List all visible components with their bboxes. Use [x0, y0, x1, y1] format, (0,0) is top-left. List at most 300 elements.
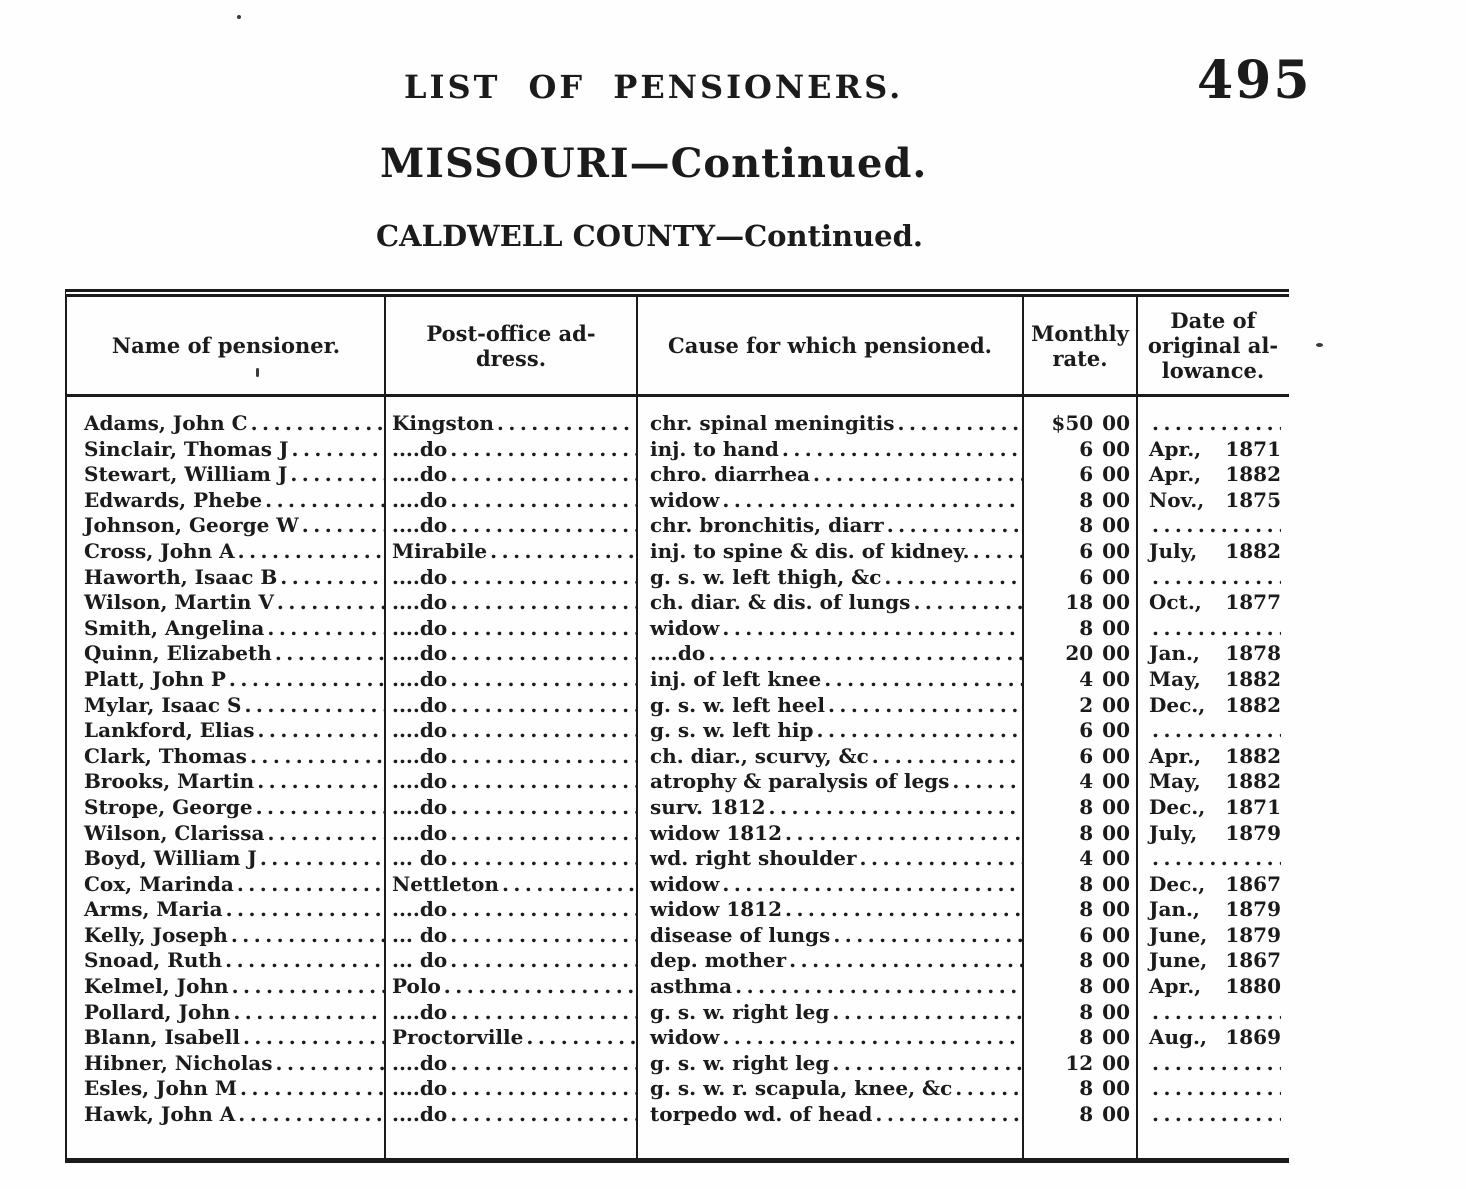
- table-row: [67, 1051, 1289, 1077]
- post-office-address: ....do: [392, 513, 448, 538]
- rate-cents: 00: [1102, 411, 1130, 435]
- post-office-address-cell: [385, 974, 637, 1000]
- dot-leader: [230, 1000, 385, 1026]
- allowance-month: Aug.,: [1149, 1025, 1207, 1050]
- state-heading: MISSOURI—Continued.: [380, 140, 928, 187]
- post-office-address: ....do: [392, 1050, 448, 1075]
- column-divider: [1136, 297, 1138, 1158]
- dot-leader: [289, 437, 386, 463]
- monthly-rate-cell: [1023, 616, 1137, 642]
- column-header-line: Post-office ad-: [426, 320, 596, 346]
- dot-leader: [441, 974, 637, 1000]
- table-row: [67, 795, 1289, 821]
- post-office-address: ....do: [392, 692, 448, 717]
- rate-dollars: 4: [1079, 846, 1094, 871]
- post-office-address-cell: [385, 411, 637, 437]
- allowance-date-cell: [1137, 846, 1289, 872]
- dot-leader: [1149, 846, 1281, 872]
- pension-cause: inj. to spine & dis. of kidney.: [650, 538, 970, 563]
- post-office-address-cell: [385, 667, 637, 693]
- post-office-address-cell: [385, 821, 637, 847]
- pension-cause: widow: [650, 487, 720, 512]
- pensioner-name-cell: [67, 821, 385, 847]
- rate-cents: 00: [1102, 897, 1130, 922]
- monthly-rate-cell: [1023, 1076, 1137, 1102]
- pension-cause-cell: [637, 795, 1023, 821]
- dot-leader: [719, 1025, 1023, 1051]
- pension-cause-cell: [637, 897, 1023, 923]
- post-office-address: ....do: [392, 590, 448, 615]
- post-office-address: Proctorville: [392, 1025, 524, 1050]
- column-header-line: Cause for which pensioned.: [668, 333, 992, 358]
- dot-leader: [447, 846, 637, 872]
- pensioner-name: Kelly, Joseph: [84, 922, 228, 947]
- rate-cents: 00: [1102, 487, 1130, 512]
- dot-leader: [857, 846, 1023, 872]
- post-office-address: Mirabile: [392, 538, 488, 563]
- pensioner-name: Wilson, Clarissa: [84, 820, 265, 845]
- dot-leader: [732, 974, 1023, 1000]
- pension-cause: atrophy & paralysis of legs: [650, 769, 950, 794]
- rate-cents: 00: [1102, 769, 1130, 794]
- allowance-date-cell: [1137, 667, 1289, 693]
- column-header-line: Name of pensioner.: [111, 333, 341, 358]
- allowance-month: Apr.,: [1149, 743, 1202, 768]
- dot-leader: [447, 590, 637, 616]
- dot-leader: [779, 437, 1023, 463]
- post-office-address: ... do: [392, 948, 448, 973]
- post-office-address: Polo: [392, 974, 441, 999]
- pensioner-name: Wilson, Martin V: [84, 590, 274, 615]
- monthly-rate-cell: [1023, 590, 1137, 616]
- allowance-month: Apr.,: [1149, 974, 1202, 999]
- rate-dollars: 4: [1079, 769, 1094, 794]
- county-heading: CALDWELL COUNTY—Continued.: [376, 219, 924, 253]
- table-row: [67, 513, 1289, 539]
- post-office-address: ....do: [392, 1102, 448, 1127]
- post-office-address-cell: [385, 897, 637, 923]
- post-office-address-cell: [385, 744, 637, 770]
- allowance-date-cell: [1137, 718, 1289, 744]
- table-row: [67, 846, 1289, 872]
- post-office-address-cell: [385, 641, 637, 667]
- allowance-date-cell: [1137, 872, 1289, 898]
- pension-cause: g. s. w. r. scapula, knee, &c: [650, 1076, 953, 1101]
- dot-leader: [447, 897, 637, 923]
- pensioner-name: Kelmel, John: [84, 974, 229, 999]
- pension-cause-cell: [637, 590, 1023, 616]
- table-row: [67, 897, 1289, 923]
- dot-leader: [949, 769, 1023, 795]
- post-office-address-cell: [385, 948, 637, 974]
- post-office-address-cell: [385, 488, 637, 514]
- rate-dollars: 12: [1065, 1050, 1094, 1075]
- dot-leader: [447, 693, 637, 719]
- rate-dollars: 20: [1065, 641, 1094, 666]
- pension-cause: dep. mother: [650, 948, 787, 973]
- rate-dollars: 8: [1079, 1076, 1094, 1101]
- allowance-date-cell: [1137, 590, 1289, 616]
- pension-cause: g. s. w. left thigh, &c: [650, 564, 882, 589]
- rate-dollars: 8: [1079, 487, 1094, 512]
- allowance-date-cell: [1137, 897, 1289, 923]
- pensioner-name: Quinn, Elizabeth: [84, 641, 272, 666]
- dot-leader: [241, 693, 385, 719]
- post-office-address: ....do: [392, 769, 448, 794]
- pension-cause: inj. of left knee: [650, 666, 822, 691]
- post-office-address-cell: [385, 769, 637, 795]
- dot-leader: [447, 1102, 637, 1128]
- rate-cents: 00: [1102, 1025, 1130, 1050]
- table-row: [67, 1102, 1289, 1128]
- pension-cause: asthma: [650, 974, 733, 999]
- pension-cause: g. s. w. right leg: [650, 999, 830, 1024]
- pensioner-name-cell: [67, 488, 385, 514]
- rate-cents: 00: [1102, 974, 1130, 999]
- pensioner-name-cell: [67, 1076, 385, 1102]
- rate-dollars: 6: [1079, 718, 1094, 743]
- allowance-date-cell: [1137, 462, 1289, 488]
- dot-leader: [235, 1102, 385, 1128]
- rate-cents: 00: [1102, 999, 1130, 1024]
- pension-cause: ch. diar. & dis. of lungs: [650, 590, 911, 615]
- pensioner-name-cell: [67, 846, 385, 872]
- pensioner-name-cell: [67, 948, 385, 974]
- allowance-date-cell: [1137, 411, 1289, 437]
- allowance-year: 1882: [1225, 692, 1281, 717]
- dot-leader: [264, 821, 385, 847]
- pension-cause: widow: [650, 871, 720, 896]
- dot-leader: [872, 1102, 1023, 1128]
- pensioner-name-cell: [67, 667, 385, 693]
- post-office-address: ... do: [392, 846, 448, 871]
- table-row: [67, 539, 1289, 565]
- monthly-rate-cell: [1023, 744, 1137, 770]
- rate-cents: 00: [1102, 692, 1130, 717]
- pensioner-name-cell: [67, 590, 385, 616]
- pensioner-name: Hawk, John A: [84, 1102, 236, 1127]
- pensioner-name-cell: [67, 565, 385, 591]
- pensioner-name: Blann, Isabell: [84, 1025, 240, 1050]
- dot-leader: [264, 616, 385, 642]
- allowance-date-cell: [1137, 795, 1289, 821]
- post-office-address-cell: [385, 1000, 637, 1026]
- monthly-rate-cell: [1023, 821, 1137, 847]
- dot-leader: [895, 411, 1024, 437]
- table-row: [67, 437, 1289, 463]
- post-office-address: ....do: [392, 436, 448, 461]
- dot-leader: [248, 411, 385, 437]
- allowance-month: Jan.,: [1149, 641, 1200, 666]
- dot-leader: [447, 744, 637, 770]
- pensioner-name: Brooks, Martin: [84, 769, 255, 794]
- pension-cause: g. s. w. left heel: [650, 692, 825, 717]
- dot-leader: [237, 1076, 385, 1102]
- post-office-address-cell: [385, 923, 637, 949]
- column-header-monthly-rate: [1023, 297, 1137, 394]
- pension-table: [65, 289, 1289, 1163]
- allowance-year: 1867: [1225, 871, 1281, 896]
- pensioner-name: Esles, John M: [84, 1076, 237, 1101]
- dot-leader: [810, 462, 1023, 488]
- table-row: [67, 411, 1289, 437]
- pensioner-name-cell: [67, 411, 385, 437]
- rate-dollars: 8: [1079, 999, 1094, 1024]
- dot-leader: [830, 923, 1023, 949]
- dot-leader: [229, 974, 385, 1000]
- dot-leader: [223, 897, 385, 923]
- allowance-month: Jan.,: [1149, 897, 1200, 922]
- allowance-date-cell: [1137, 1102, 1289, 1128]
- dot-leader: [786, 948, 1023, 974]
- dot-leader: [825, 693, 1023, 719]
- allowance-date-cell: [1137, 616, 1289, 642]
- rate-dollars: $50: [1051, 411, 1094, 435]
- allowance-year: 1869: [1225, 1025, 1281, 1050]
- table-row: [67, 667, 1289, 693]
- post-office-address-cell: [385, 718, 637, 744]
- table-row: [67, 872, 1289, 898]
- column-header-cause: [637, 297, 1023, 394]
- dot-leader: [274, 590, 385, 616]
- monthly-rate-cell: [1023, 974, 1137, 1000]
- post-office-address-cell: [385, 513, 637, 539]
- dot-leader: [719, 616, 1023, 642]
- dot-leader: [226, 667, 385, 693]
- monthly-rate-cell: [1023, 641, 1137, 667]
- dot-leader: [228, 923, 385, 949]
- rate-cents: 00: [1102, 436, 1130, 461]
- dot-leader: [235, 539, 385, 565]
- pensioner-name-cell: [67, 437, 385, 463]
- post-office-address-cell: [385, 437, 637, 463]
- allowance-year: 1882: [1225, 769, 1281, 794]
- table-row: [67, 718, 1289, 744]
- rate-cents: 00: [1102, 462, 1130, 487]
- allowance-year: 1882: [1225, 743, 1281, 768]
- allowance-year: 1880: [1225, 974, 1281, 999]
- monthly-rate-cell: [1023, 846, 1137, 872]
- allowance-year: 1879: [1225, 897, 1281, 922]
- allowance-date-cell: [1137, 948, 1289, 974]
- pension-cause: inj. to hand: [650, 436, 779, 461]
- dot-leader: [487, 539, 637, 565]
- pensioner-name-cell: [67, 616, 385, 642]
- post-office-address-cell: [385, 1051, 637, 1077]
- rate-cents: 00: [1102, 666, 1130, 691]
- column-header-line: Monthly: [1031, 320, 1129, 346]
- monthly-rate-cell: [1023, 513, 1137, 539]
- dot-leader: [447, 821, 637, 847]
- post-office-address: ....do: [392, 897, 448, 922]
- table-row: [67, 616, 1289, 642]
- rate-cents: 00: [1102, 820, 1130, 845]
- allowance-year: 1882: [1225, 462, 1281, 487]
- table-row: [67, 1025, 1289, 1051]
- rate-cents: 00: [1102, 641, 1130, 666]
- pension-cause-cell: [637, 437, 1023, 463]
- table-row: [67, 462, 1289, 488]
- allowance-date-cell: [1137, 1051, 1289, 1077]
- table-row: [67, 744, 1289, 770]
- pensioner-name-cell: [67, 513, 385, 539]
- pension-cause: disease of lungs: [650, 922, 831, 947]
- rate-dollars: 2: [1079, 692, 1094, 717]
- rate-dollars: 8: [1079, 974, 1094, 999]
- dot-leader: [447, 1076, 637, 1102]
- monthly-rate-cell: [1023, 795, 1137, 821]
- dot-leader: [884, 513, 1023, 539]
- allowance-year: 1875: [1225, 487, 1281, 512]
- rate-dollars: 18: [1065, 590, 1094, 615]
- pension-cause-cell: [637, 1000, 1023, 1026]
- dot-leader: [970, 539, 1023, 565]
- column-divider: [1022, 297, 1024, 1158]
- monthly-rate-cell: [1023, 897, 1137, 923]
- rate-dollars: 4: [1079, 666, 1094, 691]
- rate-cents: 00: [1102, 1050, 1130, 1075]
- monthly-rate-cell: [1023, 667, 1137, 693]
- dot-leader: [447, 948, 637, 974]
- column-header-line: dress.: [475, 345, 547, 371]
- post-office-address-cell: [385, 1076, 637, 1102]
- pension-cause-cell: [637, 1076, 1023, 1102]
- pension-cause-cell: [637, 565, 1023, 591]
- allowance-month: June,: [1149, 948, 1208, 973]
- scan-speck: [1316, 343, 1323, 347]
- allowance-date-cell: [1137, 1025, 1289, 1051]
- dot-leader: [494, 411, 637, 437]
- pension-cause-cell: [637, 488, 1023, 514]
- pension-cause: widow: [650, 615, 720, 640]
- table-row: [67, 488, 1289, 514]
- pensioner-name-cell: [67, 923, 385, 949]
- post-office-address: ....do: [392, 666, 448, 691]
- pension-cause-cell: [637, 513, 1023, 539]
- pensioner-name: Stewart, William J: [84, 462, 288, 487]
- dot-leader: [447, 769, 637, 795]
- pension-cause-cell: [637, 462, 1023, 488]
- allowance-year: 1878: [1225, 641, 1281, 666]
- pension-cause: surv. 1812: [650, 794, 766, 819]
- pension-cause: wd. right shoulder: [650, 846, 857, 871]
- pension-cause: torpedo wd. of head: [650, 1102, 873, 1127]
- pensioner-name: Platt, John P: [84, 666, 226, 691]
- pensioner-name: Haworth, Isaac B: [84, 564, 278, 589]
- pensioner-name: Cross, John A: [84, 538, 235, 563]
- monthly-rate-cell: [1023, 1000, 1137, 1026]
- pensioner-name-cell: [67, 718, 385, 744]
- pension-cause-cell: [637, 641, 1023, 667]
- monthly-rate-cell: [1023, 462, 1137, 488]
- post-office-address-cell: [385, 693, 637, 719]
- allowance-date-cell: [1137, 769, 1289, 795]
- table-row: [67, 948, 1289, 974]
- pensioner-name-cell: [67, 693, 385, 719]
- table-body: [67, 397, 1289, 1128]
- post-office-address: ....do: [392, 718, 448, 743]
- rate-cents: 00: [1102, 718, 1130, 743]
- monthly-rate-cell: [1023, 539, 1137, 565]
- table-row: [67, 1076, 1289, 1102]
- dot-leader: [523, 1025, 637, 1051]
- allowance-date-cell: [1137, 693, 1289, 719]
- dot-leader: [821, 667, 1023, 693]
- monthly-rate-cell: [1023, 488, 1137, 514]
- pension-cause-cell: [637, 1102, 1023, 1128]
- dot-leader: [447, 1000, 637, 1026]
- allowance-year: 1879: [1225, 820, 1281, 845]
- dot-leader: [782, 897, 1023, 923]
- dot-leader: [952, 1076, 1023, 1102]
- table-row: [67, 565, 1289, 591]
- post-office-address: ....do: [392, 564, 448, 589]
- dot-leader: [447, 795, 637, 821]
- dot-leader: [813, 718, 1023, 744]
- dot-leader: [272, 641, 385, 667]
- monthly-rate-cell: [1023, 565, 1137, 591]
- table-row: [67, 923, 1289, 949]
- pensioner-name: Sinclair, Thomas J: [84, 436, 289, 461]
- column-header-name: [67, 297, 385, 394]
- post-office-address: ....do: [392, 999, 448, 1024]
- column-divider: [636, 297, 638, 1158]
- allowance-date-cell: [1137, 437, 1289, 463]
- allowance-date-cell: [1137, 641, 1289, 667]
- pension-cause-cell: [637, 539, 1023, 565]
- allowance-date-cell: [1137, 744, 1289, 770]
- allowance-month: Dec.,: [1149, 871, 1206, 896]
- post-office-address-cell: [385, 539, 637, 565]
- column-header-line: Date of: [1170, 308, 1256, 333]
- monthly-rate-cell: [1023, 718, 1137, 744]
- monthly-rate-cell: [1023, 948, 1137, 974]
- rate-dollars: 8: [1079, 820, 1094, 845]
- allowance-month: May,: [1149, 769, 1201, 794]
- allowance-month: Apr.,: [1149, 436, 1202, 461]
- pensioner-name: Mylar, Isaac S: [84, 692, 242, 717]
- dot-leader: [247, 744, 385, 770]
- table-row: [67, 590, 1289, 616]
- dot-leader: [253, 795, 385, 821]
- pensioner-name: Strope, George: [84, 794, 253, 819]
- dot-leader: [829, 1051, 1023, 1077]
- rate-dollars: 6: [1079, 564, 1094, 589]
- dot-leader: [705, 641, 1023, 667]
- pensioner-name: Hibner, Nicholas: [84, 1050, 273, 1075]
- dot-leader: [447, 565, 637, 591]
- rate-cents: 00: [1102, 590, 1130, 615]
- dot-leader: [447, 513, 637, 539]
- dot-leader: [766, 795, 1023, 821]
- rate-dollars: 8: [1079, 615, 1094, 640]
- allowance-month: Oct.,: [1149, 590, 1202, 615]
- column-divider: [384, 297, 386, 1158]
- allowance-month: May,: [1149, 666, 1201, 691]
- pensioner-name: Pollard, John: [84, 999, 231, 1024]
- pension-cause: ch. diar., scurvy, &c: [650, 743, 869, 768]
- pension-cause: widow 1812: [650, 820, 782, 845]
- allowance-year: 1879: [1225, 922, 1281, 947]
- pensioner-name-cell: [67, 539, 385, 565]
- pension-cause: widow 1812: [650, 897, 782, 922]
- dot-leader: [447, 1051, 637, 1077]
- pensioner-name-cell: [67, 974, 385, 1000]
- post-office-address-cell: [385, 1102, 637, 1128]
- dot-leader: [222, 948, 385, 974]
- dot-leader: [299, 513, 385, 539]
- post-office-address-cell: [385, 795, 637, 821]
